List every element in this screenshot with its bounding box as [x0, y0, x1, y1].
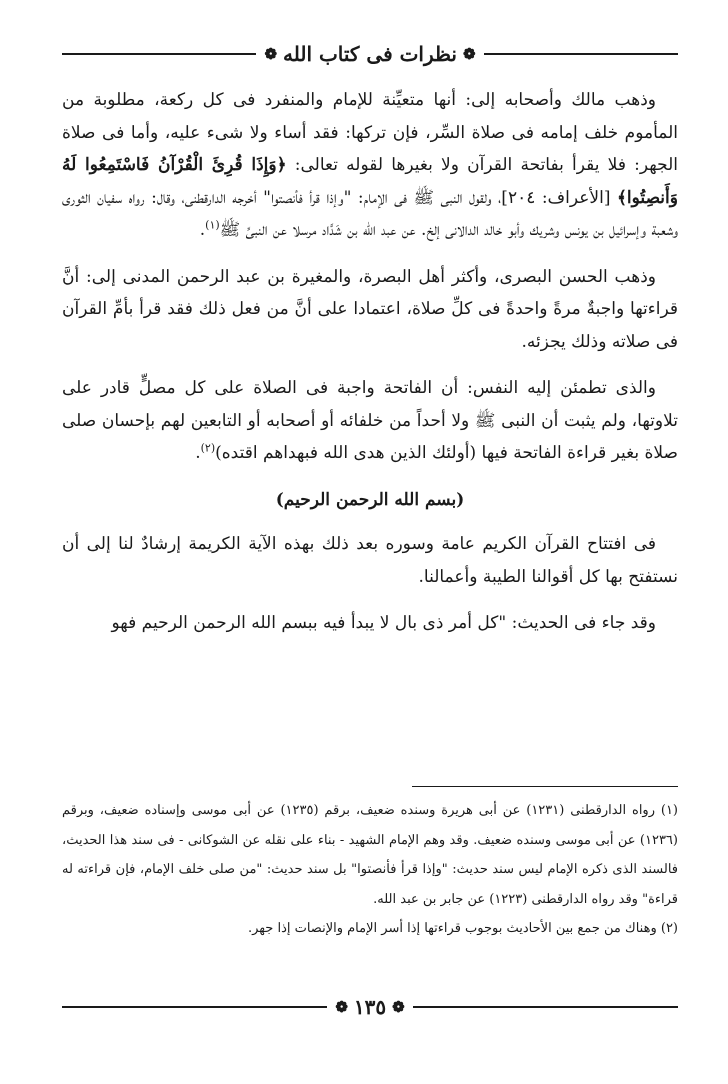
paragraph-text: وقد جاء فى الحديث: "كل أمر ذى بال لا يبدأ فيه ببسم الله الرحمن الرحيم فهو: [111, 613, 656, 633]
section-heading: (بسم الله الرحمن الرحيم): [275, 489, 465, 510]
floral-ornament-icon: ❁: [463, 44, 476, 63]
footnote: (٢) وهناك من جمع بين الأحاديث بوجوب قراءتها إذا أسر الإمام والإنصات إذا جهر.: [248, 921, 678, 936]
main-text: [62, 84, 678, 654]
footer-rule-right: [413, 1006, 678, 1008]
page-footer: [62, 995, 678, 1019]
paragraph-text: وذهب مالك وأصحابه إلى: أنها متعيِّنة للإمام والمنفرد فى كل ركعة، مطلوبة من المأموم خلف إمامه فى صلاة السِّر، فإن تركها: فقد أساء ولا شىء عليه، وأما فى صلاة الجهر: فلا يقرأ بفاتحة القرآن ولا بغيرها لقوله تعالى:: [62, 90, 678, 175]
header-center: [256, 42, 483, 66]
paragraph-end: .: [199, 220, 206, 240]
header-rule-right: [484, 53, 678, 55]
paragraph-text: وذهب الحسن البصرى، وأكثر أهل البصرة، والمغيرة بن عبد الرحمن المدنى إلى: أنَّ قراءتها واجبةٌ مرةً واحدةً فى كلِّ صلاة، اعتمادا على أنَّ من فعل ذلك فقد قرأ بأمِّ القرآن فى صلاته وذلك يجزئه.: [62, 266, 678, 352]
footnote: (١) رواه الدارقطنى (١٢٣١) عن أبى هريرة وسنده ضعيف، برقم (١٢٣٥) عن أبى موسى وإسناده ضعيف، وبرقم (١٢٣٦) عن أبى موسى وسنده ضعيف. وقد وهم الإمام الشهيد - بناء على نقله عن الشوكانى - فى سند هذا الحديث، فالسند الذى ذكره الإمام ليس سند حديث: "وإذا قرأ فأنصتوا" بل سند حديث: "من صلى خلف الإمام، فإن قراءته له قراءة" وقد رواه الدارقطنى (١٢٢٣) عن جابر بن عبد الله.: [62, 803, 678, 907]
header-title: نظرات فى كتاب الله: [283, 42, 457, 66]
paragraph: [62, 261, 678, 359]
footnotes: [62, 796, 678, 944]
page-number: ١٣٥: [353, 995, 387, 1019]
paragraph-text: والذى تطمئن إليه النفس: أن الفاتحة واجبة فى الصلاة على كل مصلٍّ قادر على تلاوتها، ولم يثبت أن النبى ﷺ ولا أحداً من خلفائه أو أصحابه أو التابعين لهم بإحسان صلى صلاة بغير قراءة الفاتحة فيها (أولئك الذين هدى الله فبهداهم اقتده): [62, 378, 678, 463]
paragraph: [62, 607, 678, 640]
footnote-separator: [412, 786, 678, 787]
paragraph-end: .: [195, 443, 201, 463]
running-header: [62, 42, 678, 66]
floral-ornament-icon: ❁: [335, 997, 348, 1016]
paragraph: [62, 528, 678, 593]
footnote-marker[interactable]: (١): [205, 218, 220, 232]
footer-center: [327, 995, 412, 1019]
footer-rule-left: [62, 1006, 327, 1008]
floral-ornament-icon: ❁: [392, 997, 405, 1016]
paragraph: [62, 372, 678, 470]
paragraph-text: فى افتتاح القرآن الكريم عامة وسوره بعد ذلك بهذه الآية الكريمة إرشادٌ لنا إلى أن نستفتح بها كل أقوالنا الطيبة وأعمالنا.: [62, 534, 678, 587]
footnote-marker[interactable]: (٢): [200, 441, 216, 455]
paragraph-text: [الأعراف: ٢٠٤]، ولقول النبى ﷺ فى الإمام: "وإذا قرأ فأنصتوا" أخرجه الدارقطنى، وقال: رواه سفيان الثورى وشعبة وإسرائيل بن يونس وشريك وأبو خالد الدالانى إلخ. عن عبد الله بن شَدَّاد مرسلا عن النبىِّ ﷺ: [62, 187, 678, 240]
header-rule-left: [62, 53, 256, 55]
quran-verse: ﴿وَإِذَا قُرِئَ الْقُرْآنُ فَاسْتَمِعُوا لَهُ وَأَنصِتُوا﴾: [62, 155, 678, 208]
floral-ornament-icon: ❁: [264, 44, 278, 63]
paragraph: [62, 84, 678, 247]
